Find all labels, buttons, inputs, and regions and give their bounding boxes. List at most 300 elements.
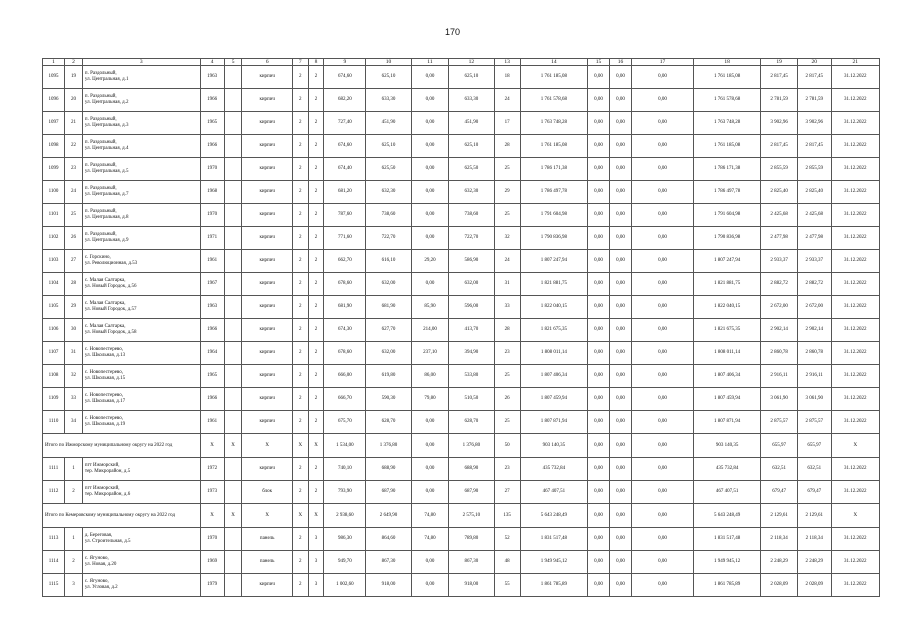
- cell-col-17: 0,00: [632, 411, 694, 434]
- cell-col-13: 25: [494, 158, 520, 181]
- cell-col-7: 2: [292, 551, 308, 574]
- cell-col-19: 2 860,78: [761, 342, 798, 365]
- cell-col-20: 2 916,11: [797, 365, 831, 388]
- cell-col-19: 2 875,57: [761, 411, 798, 434]
- column-header-13: 13: [494, 59, 520, 66]
- cell-col-4: 1969: [200, 551, 224, 574]
- cell-col-14: 1 807 247,94: [520, 250, 587, 273]
- total-cell-10: 1 376,80: [366, 434, 411, 458]
- cell-col-19: 2 028,09: [761, 574, 798, 597]
- table-row: [43, 296, 880, 319]
- cell-col-15: 0,00: [587, 66, 609, 89]
- cell-col-11: 0,00: [411, 481, 449, 504]
- cell-col-14: 1 807 406,34: [520, 365, 587, 388]
- cell-col-7: 2: [292, 227, 308, 250]
- total-cell-21: Х: [831, 434, 879, 458]
- cell-col-10: 681,90: [366, 296, 411, 319]
- cell-col-21: 31.12.2022: [831, 388, 879, 411]
- cell-col-21: 31.12.2022: [831, 181, 879, 204]
- cell-col-19: 2 248,29: [761, 551, 798, 574]
- cell-col-18: 1 786 497,78: [694, 181, 761, 204]
- cell-col-8: 2: [308, 158, 324, 181]
- address-cell: п. Раздольный, ул. Центральная, д.7: [82, 181, 200, 204]
- cell-col-17: 0,00: [632, 135, 694, 158]
- cell-col-5: [224, 250, 242, 273]
- cell-col-12: 625,10: [449, 135, 494, 158]
- cell-col-21: 31.12.2022: [831, 481, 879, 504]
- cell-col-6: кирпич: [242, 319, 292, 342]
- cell-col-12: 533,80: [449, 365, 494, 388]
- total-cell-15: 0,00: [587, 504, 609, 528]
- table-row: [43, 411, 880, 434]
- cell-col-8: 3: [308, 528, 324, 551]
- cell-col-15: 0,00: [587, 458, 609, 481]
- cell-col-15: 0,00: [587, 365, 609, 388]
- cell-col-2: 2: [65, 481, 83, 504]
- cell-col-12: 413,70: [449, 319, 494, 342]
- cell-col-19: 2 825,40: [761, 181, 798, 204]
- cell-col-11: 74,80: [411, 528, 449, 551]
- cell-col-13: 24: [494, 250, 520, 273]
- cell-col-4: 1970: [200, 204, 224, 227]
- cell-col-1: 1107: [43, 342, 65, 365]
- cell-col-17: 0,00: [632, 551, 694, 574]
- cell-col-2: 3: [65, 574, 83, 597]
- address-cell: п. Раздольный, ул. Центральная, д.9: [82, 227, 200, 250]
- cell-col-20: 2 817,45: [797, 135, 831, 158]
- column-header-6: 6: [242, 59, 292, 66]
- cell-col-14: 1 821 675,35: [520, 319, 587, 342]
- column-header-17: 17: [632, 59, 694, 66]
- total-cell-5: Х: [224, 504, 242, 528]
- total-cell-14: 5 643 248,49: [520, 504, 587, 528]
- table-row: [43, 227, 880, 250]
- cell-col-5: [224, 204, 242, 227]
- cell-col-11: 0,00: [411, 112, 449, 135]
- cell-col-21: 31.12.2022: [831, 158, 879, 181]
- cell-col-17: 0,00: [632, 66, 694, 89]
- cell-col-19: 2 672,00: [761, 296, 798, 319]
- cell-col-4: 1966: [200, 319, 224, 342]
- cell-col-7: 2: [292, 273, 308, 296]
- cell-col-21: 31.12.2022: [831, 273, 879, 296]
- cell-col-12: 632,00: [449, 273, 494, 296]
- cell-col-15: 0,00: [587, 250, 609, 273]
- cell-col-21: 31.12.2022: [831, 250, 879, 273]
- total-label: Итого по Кемеровскому муниципальному округу на 2022 год: [43, 504, 201, 528]
- cell-col-16: 0,00: [610, 135, 632, 158]
- cell-col-2: 34: [65, 411, 83, 434]
- cell-col-8: 2: [308, 250, 324, 273]
- header-row: [43, 59, 880, 66]
- cell-col-1: 1110: [43, 411, 65, 434]
- cell-col-5: [224, 273, 242, 296]
- column-header-10: 10: [366, 59, 411, 66]
- cell-col-21: 31.12.2022: [831, 204, 879, 227]
- cell-col-17: 0,00: [632, 227, 694, 250]
- cell-col-11: 0,00: [411, 574, 449, 597]
- cell-col-17: 0,00: [632, 528, 694, 551]
- cell-col-6: кирпич: [242, 365, 292, 388]
- cell-col-13: 32: [494, 227, 520, 250]
- cell-col-17: 0,00: [632, 89, 694, 112]
- cell-col-7: 2: [292, 66, 308, 89]
- cell-col-15: 0,00: [587, 411, 609, 434]
- cell-col-13: 52: [494, 528, 520, 551]
- cell-col-20: 632,51: [797, 458, 831, 481]
- cell-col-17: 0,00: [632, 458, 694, 481]
- cell-col-6: кирпич: [242, 158, 292, 181]
- cell-col-15: 0,00: [587, 342, 609, 365]
- cell-col-21: 31.12.2022: [831, 528, 879, 551]
- cell-col-12: 625,10: [449, 66, 494, 89]
- cell-col-2: 28: [65, 273, 83, 296]
- cell-col-14: 1 761 185,08: [520, 66, 587, 89]
- cell-col-15: 0,00: [587, 319, 609, 342]
- cell-col-13: 55: [494, 574, 520, 597]
- cell-col-21: 31.12.2022: [831, 66, 879, 89]
- cell-col-2: 20: [65, 89, 83, 112]
- cell-col-18: 1 761 185,08: [694, 66, 761, 89]
- cell-col-2: 33: [65, 388, 83, 411]
- cell-col-6: кирпич: [242, 411, 292, 434]
- cell-col-9: 678,60: [324, 273, 366, 296]
- cell-col-13: 48: [494, 551, 520, 574]
- cell-col-4: 1965: [200, 112, 224, 135]
- cell-col-20: 3 061,90: [797, 388, 831, 411]
- cell-col-6: кирпич: [242, 296, 292, 319]
- total-cell-20: 2 129,61: [797, 504, 831, 528]
- cell-col-21: 31.12.2022: [831, 135, 879, 158]
- cell-col-15: 0,00: [587, 574, 609, 597]
- cell-col-1: 1109: [43, 388, 65, 411]
- cell-col-18: 1 822 040,15: [694, 296, 761, 319]
- cell-col-16: 0,00: [610, 342, 632, 365]
- cell-col-17: 0,00: [632, 181, 694, 204]
- cell-col-6: кирпич: [242, 204, 292, 227]
- cell-col-7: 2: [292, 250, 308, 273]
- cell-col-14: 1 808 011,14: [520, 342, 587, 365]
- total-cell-14: 903 140,35: [520, 434, 587, 458]
- cell-col-10: 738,60: [366, 204, 411, 227]
- total-cell-7: Х: [292, 504, 308, 528]
- cell-col-9: 674,30: [324, 319, 366, 342]
- cell-col-16: 0,00: [610, 250, 632, 273]
- address-cell: с. Ягуново, ул. Угловая, д.2: [82, 574, 200, 597]
- cell-col-16: 0,00: [610, 112, 632, 135]
- address-cell: п. Раздольный, ул. Центральная, д.5: [82, 158, 200, 181]
- cell-col-8: 2: [308, 411, 324, 434]
- cell-col-7: 2: [292, 204, 308, 227]
- column-header-18: 18: [694, 59, 761, 66]
- cell-col-8: 2: [308, 89, 324, 112]
- cell-col-20: 2 248,29: [797, 551, 831, 574]
- cell-col-10: 625,10: [366, 66, 411, 89]
- cell-col-18: 1 761 578,68: [694, 89, 761, 112]
- table-row: [43, 204, 880, 227]
- cell-col-8: 2: [308, 112, 324, 135]
- cell-col-20: 2 855,59: [797, 158, 831, 181]
- cell-col-4: 1972: [200, 458, 224, 481]
- cell-col-17: 0,00: [632, 296, 694, 319]
- cell-col-11: 0,00: [411, 158, 449, 181]
- address-cell: пгт Ижморский, тер. Микрорайон, д.6: [82, 481, 200, 504]
- cell-col-15: 0,00: [587, 227, 609, 250]
- cell-col-12: 586,90: [449, 250, 494, 273]
- cell-col-19: 3 902,96: [761, 112, 798, 135]
- cell-col-14: 1 791 604,98: [520, 204, 587, 227]
- cell-col-5: [224, 227, 242, 250]
- cell-col-12: 628,70: [449, 411, 494, 434]
- cell-col-9: 675,70: [324, 411, 366, 434]
- cell-col-14: 1 790 836,98: [520, 227, 587, 250]
- total-cell-5: Х: [224, 434, 242, 458]
- table-row: [43, 273, 880, 296]
- cell-col-14: 1 761 185,08: [520, 135, 587, 158]
- cell-col-2: 19: [65, 66, 83, 89]
- cell-col-21: 31.12.2022: [831, 296, 879, 319]
- cell-col-14: 1 786 497,78: [520, 181, 587, 204]
- total-cell-4: Х: [200, 434, 224, 458]
- cell-col-4: 1966: [200, 89, 224, 112]
- cell-col-17: 0,00: [632, 319, 694, 342]
- cell-col-8: 2: [308, 227, 324, 250]
- table-row: [43, 112, 880, 135]
- cell-col-10: 633,30: [366, 89, 411, 112]
- cell-col-14: 1 821 881,75: [520, 273, 587, 296]
- cell-col-20: 2 902,14: [797, 319, 831, 342]
- total-cell-4: Х: [200, 504, 224, 528]
- cell-col-18: 1 763 748,28: [694, 112, 761, 135]
- cell-col-14: 1 763 748,28: [520, 112, 587, 135]
- cell-col-15: 0,00: [587, 388, 609, 411]
- cell-col-8: 2: [308, 204, 324, 227]
- cell-col-6: панель: [242, 528, 292, 551]
- cell-col-12: 394,90: [449, 342, 494, 365]
- cell-col-7: 2: [292, 365, 308, 388]
- cell-col-18: 435 732,84: [694, 458, 761, 481]
- cell-col-11: 214,00: [411, 319, 449, 342]
- cell-col-4: 1973: [200, 481, 224, 504]
- cell-col-8: 3: [308, 551, 324, 574]
- column-header-5: 5: [224, 59, 242, 66]
- address-cell: с. Ягуново, ул. Новая, д.20: [82, 551, 200, 574]
- cell-col-6: кирпич: [242, 112, 292, 135]
- cell-col-13: 25: [494, 365, 520, 388]
- column-header-15: 15: [587, 59, 609, 66]
- cell-col-2: 26: [65, 227, 83, 250]
- cell-col-8: 2: [308, 458, 324, 481]
- total-cell-13: 50: [494, 434, 520, 458]
- cell-col-9: 771,60: [324, 227, 366, 250]
- cell-col-1: 1099: [43, 158, 65, 181]
- cell-col-14: 435 732,84: [520, 458, 587, 481]
- cell-col-14: 1 861 785,89: [520, 574, 587, 597]
- cell-col-17: 0,00: [632, 574, 694, 597]
- cell-col-18: 1 821 675,35: [694, 319, 761, 342]
- cell-col-6: кирпич: [242, 574, 292, 597]
- address-cell: с. Горскино, ул. Революционная, д.53: [82, 250, 200, 273]
- cell-col-1: 1113: [43, 528, 65, 551]
- cell-col-5: [224, 135, 242, 158]
- total-cell-8: Х: [308, 504, 324, 528]
- cell-col-16: 0,00: [610, 296, 632, 319]
- cell-col-11: 0,00: [411, 66, 449, 89]
- cell-col-21: 31.12.2022: [831, 574, 879, 597]
- table-row: [43, 181, 880, 204]
- cell-col-4: 1971: [200, 227, 224, 250]
- cell-col-4: 1970: [200, 528, 224, 551]
- cell-col-14: 1 786 171,38: [520, 158, 587, 181]
- address-cell: п. Раздольный, ул. Центральная, д.2: [82, 89, 200, 112]
- address-cell: с. Новопестерево, ул. Школьная, д.19: [82, 411, 200, 434]
- cell-col-7: 2: [292, 481, 308, 504]
- cell-col-21: 31.12.2022: [831, 112, 879, 135]
- cell-col-10: 722,70: [366, 227, 411, 250]
- cell-col-7: 2: [292, 296, 308, 319]
- cell-col-19: 2 817,45: [761, 135, 798, 158]
- total-cell-12: 2 575,10: [449, 504, 494, 528]
- cell-col-5: [224, 551, 242, 574]
- address-cell: с. Малая Салтарка, ул. Новый Городок, д.57: [82, 296, 200, 319]
- column-header-8: 8: [308, 59, 324, 66]
- cell-col-18: 1 807 247,94: [694, 250, 761, 273]
- cell-col-10: 688,90: [366, 458, 411, 481]
- cell-col-8: 2: [308, 181, 324, 204]
- cell-col-2: 1: [65, 458, 83, 481]
- cell-col-19: 632,51: [761, 458, 798, 481]
- cell-col-18: 1 861 785,89: [694, 574, 761, 597]
- cell-col-13: 17: [494, 112, 520, 135]
- table-row: [43, 89, 880, 112]
- cell-col-4: 1967: [200, 273, 224, 296]
- address-cell: с. Новопестерево, ул. Школьная, д.15: [82, 365, 200, 388]
- cell-col-8: 3: [308, 574, 324, 597]
- cell-col-5: [224, 112, 242, 135]
- cell-col-14: 1 807 459,94: [520, 388, 587, 411]
- cell-col-11: 0,00: [411, 273, 449, 296]
- total-row: [43, 504, 880, 528]
- cell-col-15: 0,00: [587, 158, 609, 181]
- cell-col-11: 0,00: [411, 411, 449, 434]
- cell-col-21: 31.12.2022: [831, 342, 879, 365]
- total-row: [43, 434, 880, 458]
- total-cell-18: 903 140,35: [694, 434, 761, 458]
- cell-col-6: кирпич: [242, 342, 292, 365]
- address-cell: п. Раздольный, ул. Центральная, д.8: [82, 204, 200, 227]
- cell-col-17: 0,00: [632, 158, 694, 181]
- cell-col-13: 26: [494, 388, 520, 411]
- column-header-4: 4: [200, 59, 224, 66]
- total-cell-17: 0,00: [632, 434, 694, 458]
- cell-col-8: 2: [308, 342, 324, 365]
- cell-col-9: 793,90: [324, 481, 366, 504]
- cell-col-18: 1 786 171,38: [694, 158, 761, 181]
- address-cell: пгт Ижморский, тер. Микрорайон, д.5: [82, 458, 200, 481]
- cell-col-8: 2: [308, 273, 324, 296]
- cell-col-21: 31.12.2022: [831, 227, 879, 250]
- cell-col-10: 616,10: [366, 250, 411, 273]
- cell-col-9: 674,60: [324, 66, 366, 89]
- cell-col-21: 31.12.2022: [831, 365, 879, 388]
- cell-col-15: 0,00: [587, 204, 609, 227]
- total-cell-6: Х: [242, 504, 292, 528]
- cell-col-20: 3 902,96: [797, 112, 831, 135]
- cell-col-5: [224, 296, 242, 319]
- cell-col-4: 1979: [200, 574, 224, 597]
- cell-col-12: 687,90: [449, 481, 494, 504]
- cell-col-14: 467 407,51: [520, 481, 587, 504]
- cell-col-1: 1102: [43, 227, 65, 250]
- cell-col-18: 1 807 459,94: [694, 388, 761, 411]
- cell-col-16: 0,00: [610, 388, 632, 411]
- cell-col-20: 2 882,72: [797, 273, 831, 296]
- total-label: Итого по Ижморскому муниципальному округу на 2022 год: [43, 434, 201, 458]
- page-number: 170: [444, 27, 461, 37]
- cell-col-9: 727,40: [324, 112, 366, 135]
- cell-col-11: 237,10: [411, 342, 449, 365]
- cell-col-2: 32: [65, 365, 83, 388]
- cell-col-5: [224, 158, 242, 181]
- address-cell: с. Новопестерево, ул. Школьная, д.17: [82, 388, 200, 411]
- total-cell-10: 2 649,90: [366, 504, 411, 528]
- total-cell-8: Х: [308, 434, 324, 458]
- cell-col-13: 25: [494, 204, 520, 227]
- cell-col-12: 510,50: [449, 388, 494, 411]
- cell-col-8: 2: [308, 481, 324, 504]
- housing-register-table: [42, 58, 880, 597]
- cell-col-20: 2 477,98: [797, 227, 831, 250]
- cell-col-5: [224, 319, 242, 342]
- column-header-20: 20: [797, 59, 831, 66]
- cell-col-11: 0,00: [411, 135, 449, 158]
- total-cell-17: 0,00: [632, 504, 694, 528]
- cell-col-16: 0,00: [610, 551, 632, 574]
- cell-col-1: 1097: [43, 112, 65, 135]
- cell-col-10: 628,70: [366, 411, 411, 434]
- cell-col-17: 0,00: [632, 204, 694, 227]
- cell-col-4: 1966: [200, 135, 224, 158]
- cell-col-15: 0,00: [587, 551, 609, 574]
- cell-col-10: 864,60: [366, 528, 411, 551]
- cell-col-8: 2: [308, 388, 324, 411]
- cell-col-8: 2: [308, 365, 324, 388]
- cell-col-19: 2 118,34: [761, 528, 798, 551]
- cell-col-7: 2: [292, 528, 308, 551]
- cell-col-1: 1103: [43, 250, 65, 273]
- column-header-19: 19: [761, 59, 798, 66]
- cell-col-6: кирпич: [242, 135, 292, 158]
- total-cell-9: 1 534,00: [324, 434, 366, 458]
- column-header-9: 9: [324, 59, 366, 66]
- cell-col-10: 918,00: [366, 574, 411, 597]
- cell-col-9: 681,90: [324, 296, 366, 319]
- cell-col-20: 2 875,57: [797, 411, 831, 434]
- cell-col-15: 0,00: [587, 273, 609, 296]
- cell-col-1: 1101: [43, 204, 65, 227]
- cell-col-10: 590,30: [366, 388, 411, 411]
- cell-col-12: 596,00: [449, 296, 494, 319]
- cell-col-13: 24: [494, 89, 520, 112]
- cell-col-5: [224, 365, 242, 388]
- cell-col-16: 0,00: [610, 458, 632, 481]
- cell-col-7: 2: [292, 112, 308, 135]
- cell-col-1: 1114: [43, 551, 65, 574]
- cell-col-2: 27: [65, 250, 83, 273]
- cell-col-15: 0,00: [587, 89, 609, 112]
- total-cell-13: 135: [494, 504, 520, 528]
- cell-col-16: 0,00: [610, 481, 632, 504]
